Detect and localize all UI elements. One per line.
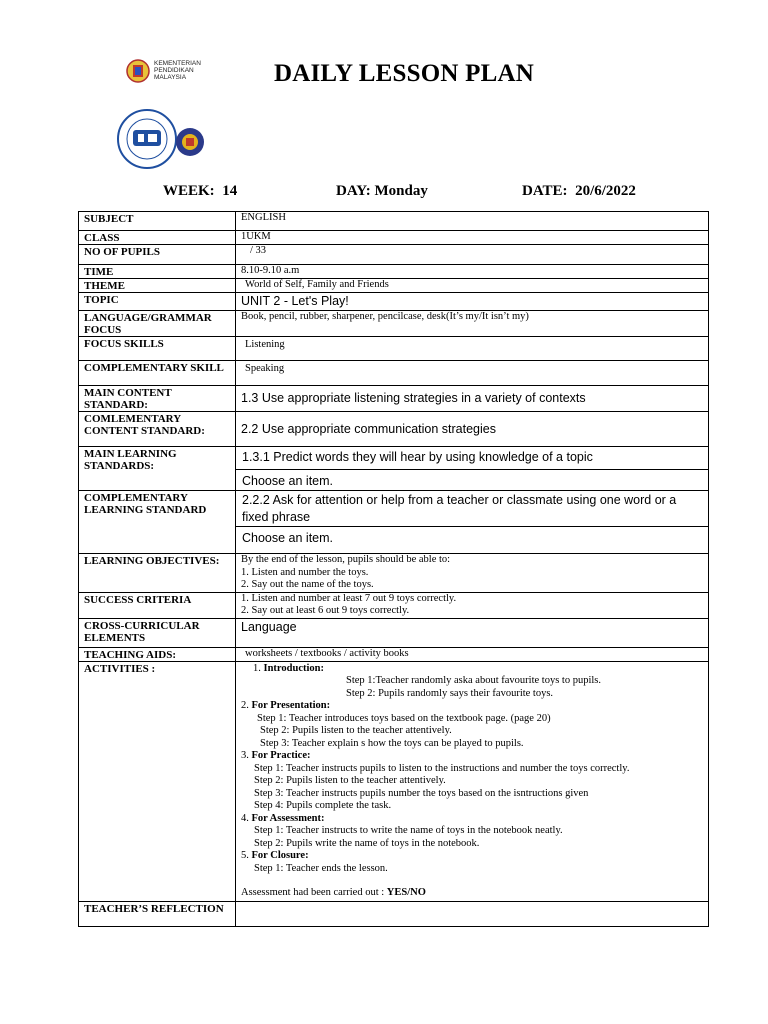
comp-content-label: COMLEMENTARY CONTENT STANDARD: xyxy=(79,412,236,447)
main-learning-choose[interactable]: Choose an item. xyxy=(242,474,334,488)
success-value[interactable] xyxy=(236,592,709,618)
grammar-label: LANGUAGE/GRAMMAR FOCUS xyxy=(79,311,236,337)
date-field xyxy=(522,183,636,200)
comp-learning-cell xyxy=(236,491,709,554)
prac-step: Step 3: Teacher instructs pupils number the toys based on the isntructions given xyxy=(254,787,589,799)
close-num: 5. xyxy=(241,850,249,861)
lesson-plan-table xyxy=(78,211,709,927)
day-field xyxy=(336,183,428,200)
date-value: 20/6/2022 xyxy=(575,183,636,199)
pupils-label: NO OF PUPILS xyxy=(79,245,236,265)
comp-skill-value[interactable]: Speaking xyxy=(236,361,709,386)
grammar-value[interactable]: Book, pencil, rubber, sharpener, pencilcase, desk(It’s my/It isn’t my) xyxy=(236,311,709,337)
ministry-logo-line1: KEMENTERIAN xyxy=(154,60,201,67)
week-label: WEEK: xyxy=(163,183,215,199)
focus-skills-value[interactable]: Listening xyxy=(236,337,709,361)
main-learning-cell xyxy=(236,447,709,491)
activities-value[interactable] xyxy=(236,661,709,901)
assessment-value: YES/NO xyxy=(386,887,426,898)
date-label: DATE: xyxy=(522,183,568,199)
comp-learning-label: COMPLEMENTARY LEARNING STANDARD xyxy=(79,491,236,554)
cross-label: CROSS-CURRICULAR ELEMENTS xyxy=(79,618,236,647)
week-value: 14 xyxy=(222,183,238,199)
comp-learning-value[interactable]: 2.2.2 Ask for attention or help from a teacher or classmate using one word or a fixed phrase xyxy=(236,491,708,527)
pres-num: 2. xyxy=(241,700,249,711)
assess-heading: For Assessment: xyxy=(251,812,325,824)
objectives-value[interactable] xyxy=(236,554,709,593)
assess-step: Step 1: Teacher instructs to write the name of toys in the notebook neatly. xyxy=(254,825,563,836)
ministry-logo xyxy=(124,55,214,85)
pres-heading: For Presentation: xyxy=(251,700,331,711)
prac-step: Step 1: Teacher instructs pupils to listen to the instructions and number the toys correctly. xyxy=(254,762,630,774)
aids-value[interactable]: worksheets / textbooks / activity books xyxy=(236,647,709,661)
ministry-logo-line3: MALAYSIA xyxy=(154,74,187,81)
main-learning-value[interactable]: 1.3.1 Predict words they will hear by using knowledge of a topic xyxy=(236,447,708,470)
topic-value[interactable]: UNIT 2 - Let's Play! xyxy=(236,293,709,311)
assess-step: Step 2: Pupils write the name of toys in the notebook. xyxy=(254,837,480,849)
success-line: 1. Listen and number at least 7 out 9 toys correctly. xyxy=(241,592,457,604)
subject-label: SUBJECT xyxy=(79,212,236,231)
aids-label: TEACHING AIDS: xyxy=(79,647,236,661)
objectives-line: 2. Say out the name of the toys. xyxy=(241,579,374,590)
prac-heading: For Practice: xyxy=(251,750,311,761)
intro-num: 1. xyxy=(253,662,261,674)
prac-step: Step 2: Pupils listen to the teacher attentively. xyxy=(254,775,446,786)
week-field xyxy=(163,183,237,200)
assess-num: 4. xyxy=(241,812,249,824)
prac-num: 3. xyxy=(241,750,249,761)
main-content-label: MAIN CONTENT STANDARD: xyxy=(79,386,236,412)
theme-value[interactable]: World of Self, Family and Friends xyxy=(236,279,709,293)
class-label: CLASS xyxy=(79,231,236,245)
subject-value[interactable]: ENGLISH xyxy=(236,212,709,231)
reflection-label: TEACHER’S REFLECTION xyxy=(79,901,236,926)
pupils-value[interactable]: / 33 xyxy=(236,245,709,265)
topic-label: TOPIC xyxy=(79,293,236,311)
pres-step: Step 2: Pupils listen to the teacher attentively. xyxy=(260,725,452,736)
pres-step: Step 1: Teacher introduces toys based on the textbook page. (page 20) xyxy=(257,712,551,724)
success-line: 2. Say out at least 6 out 9 toys correctly. xyxy=(241,605,410,616)
intro-heading: Introduction: xyxy=(263,662,324,674)
objectives-line: 1. Listen and number the toys. xyxy=(241,566,369,578)
close-step: Step 1: Teacher ends the lesson. xyxy=(254,862,388,874)
class-value[interactable]: 1UKM xyxy=(236,231,709,245)
pres-step: Step 3: Teacher explain s how the toys can be played to pupils. xyxy=(260,737,524,749)
assessment-text: Assessment had been carried out : xyxy=(241,887,385,898)
page-title: DAILY LESSON PLAN xyxy=(274,60,534,87)
ministry-logo-line2: PENDIDIKAN xyxy=(154,67,194,74)
prac-step: Step 4: Pupils complete the task. xyxy=(254,800,392,811)
close-heading: For Closure: xyxy=(251,850,309,861)
time-value[interactable]: 8.10-9.10 a.m xyxy=(236,265,709,279)
cross-value[interactable]: Language xyxy=(236,618,709,647)
day-value: Monday xyxy=(374,183,428,199)
time-label: TIME xyxy=(79,265,236,279)
main-content-value[interactable]: 1.3 Use appropriate listening strategies in a variety of contexts xyxy=(236,386,709,412)
objectives-line: By the end of the lesson, pupils should be able to: xyxy=(241,554,451,565)
comp-learning-choose[interactable]: Choose an item. xyxy=(242,531,334,545)
intro-step: Step 1:Teacher randomly aska about favourite toys to pupils. xyxy=(346,675,601,686)
comp-content-value[interactable]: 2.2 Use appropriate communication strategies xyxy=(236,412,709,447)
main-learning-label: MAIN LEARNING STANDARDS: xyxy=(79,447,236,491)
focus-skills-label: FOCUS SKILLS xyxy=(79,337,236,361)
theme-label: THEME xyxy=(79,279,236,293)
intro-step: Step 2: Pupils randomly says their favourite toys. xyxy=(346,687,554,699)
school-logo xyxy=(116,108,210,170)
reflection-value[interactable] xyxy=(236,901,709,926)
activities-label: ACTIVITIES : xyxy=(79,661,236,901)
comp-skill-label: COMPLEMENTARY SKILL xyxy=(79,361,236,386)
objectives-label: LEARNING OBJECTIVES: xyxy=(79,554,236,593)
success-label: SUCCESS CRITERIA xyxy=(79,592,236,618)
day-label: DAY: xyxy=(336,183,371,199)
